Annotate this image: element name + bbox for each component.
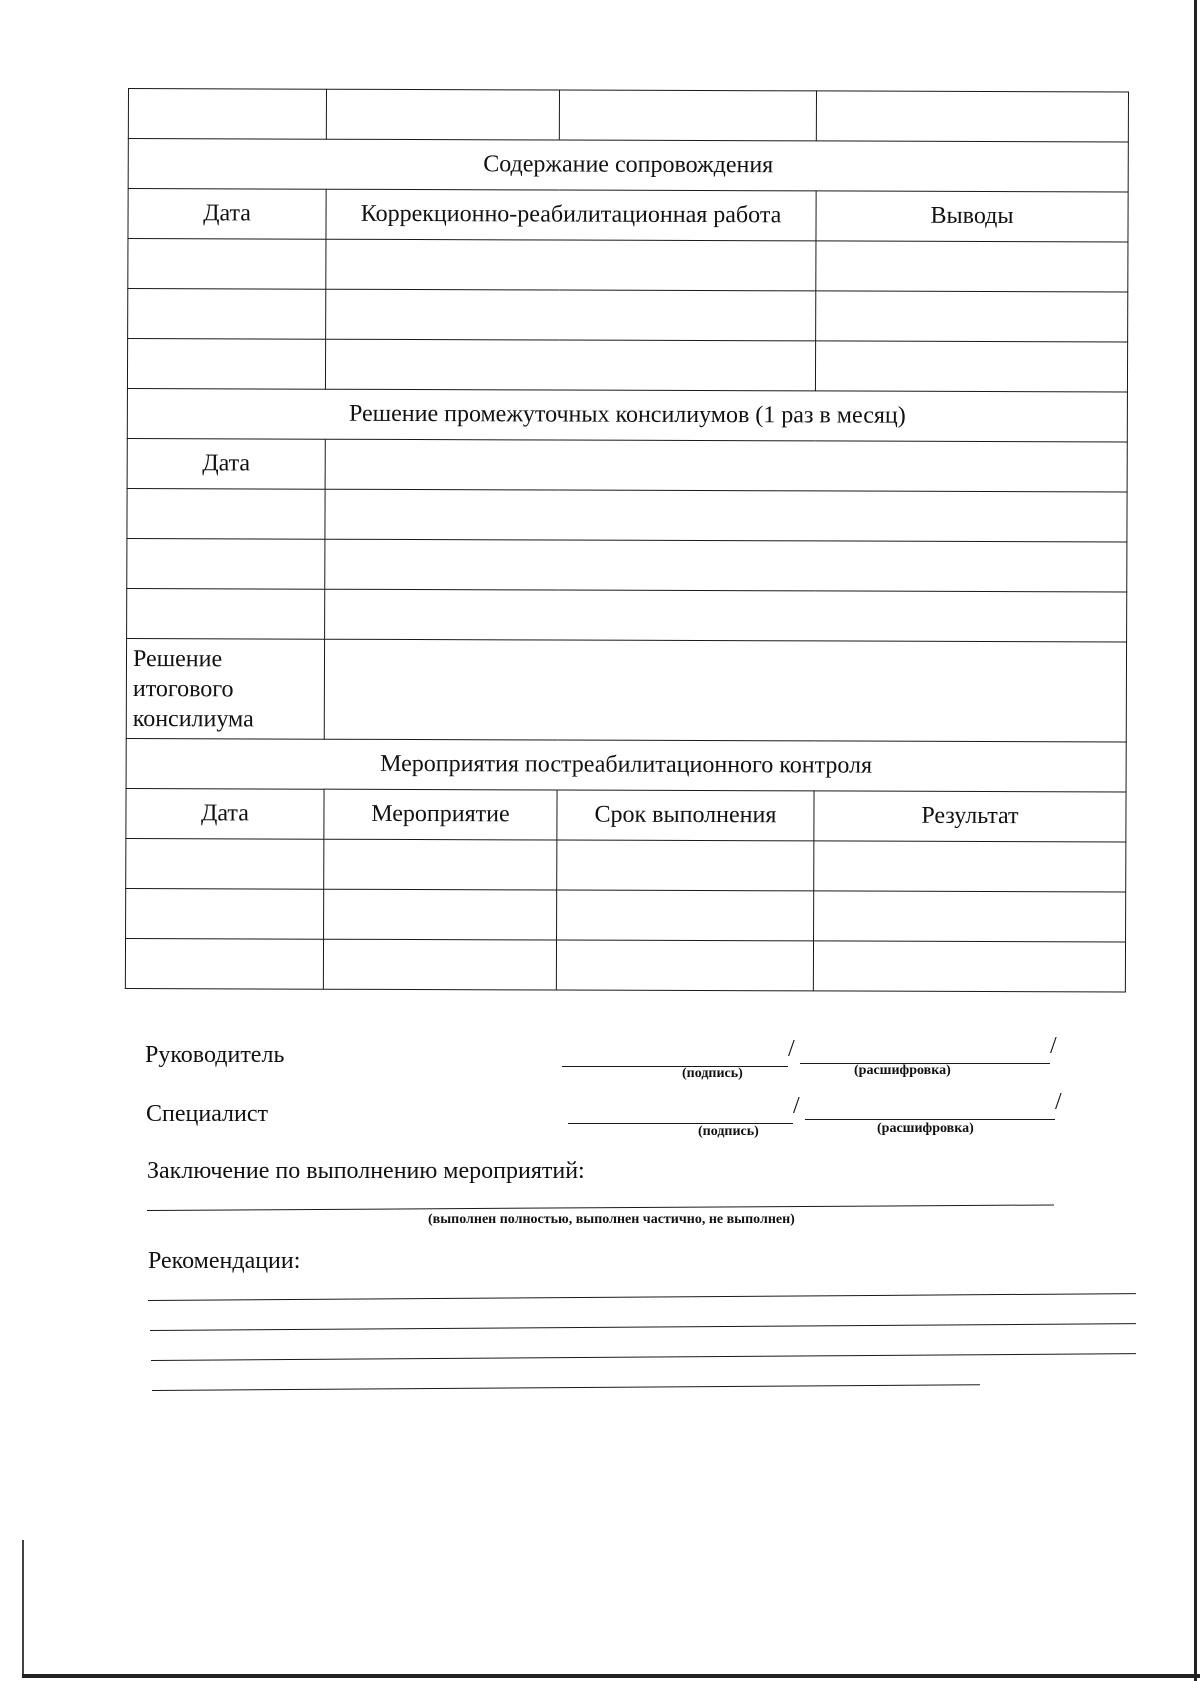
interim-section-title: Решение промежуточных консилиумов (1 раз в месяц) <box>127 388 1127 441</box>
support-date-cell[interactable] <box>128 239 326 290</box>
support-conclusions-cell[interactable] <box>816 291 1128 342</box>
post-header-row <box>126 788 1126 841</box>
post-event-cell[interactable] <box>324 839 557 890</box>
post-date-cell[interactable] <box>125 938 323 989</box>
post-deadline-cell[interactable] <box>557 890 814 941</box>
support-section-title: Содержание сопровождения <box>128 139 1128 192</box>
recommendations-line[interactable] <box>152 1384 980 1391</box>
specialist-signature-caption: (подпись) <box>698 1124 759 1139</box>
head-slash: / <box>788 1036 795 1062</box>
support-section-row <box>128 139 1128 192</box>
support-work-cell[interactable] <box>326 239 816 291</box>
blank-top-row <box>128 89 1128 142</box>
post-result-cell[interactable] <box>814 891 1126 942</box>
specialist-signature-line[interactable] <box>568 1123 793 1124</box>
specialist-label: Специалист <box>146 1101 269 1127</box>
post-event-cell[interactable] <box>323 939 556 990</box>
support-work-cell[interactable] <box>325 339 815 391</box>
specialist-decode-line[interactable] <box>805 1119 1055 1120</box>
blank-cell[interactable] <box>816 91 1128 142</box>
interim-decision-cell[interactable] <box>325 439 1127 492</box>
head-signature-caption: (подпись) <box>682 1066 743 1081</box>
blank-cell[interactable] <box>559 90 816 141</box>
support-conclusions-cell[interactable] <box>816 241 1128 292</box>
interim-row <box>127 538 1127 591</box>
final-council-label: Решение итогового консилиума <box>126 638 324 739</box>
post-row <box>126 838 1126 891</box>
interim-decision-cell[interactable] <box>325 489 1127 542</box>
head-slash-end: / <box>1050 1033 1057 1059</box>
conclusion-caption: (выполнен полностью, выполнен частично, не выполнен) <box>428 1212 795 1227</box>
support-row <box>127 339 1127 392</box>
recommendations-line[interactable] <box>150 1323 1136 1331</box>
page-edge-left <box>22 1540 24 1678</box>
support-conclusions-header: Выводы <box>816 191 1128 242</box>
specialist-slash-end: / <box>1055 1089 1062 1115</box>
support-row <box>128 289 1128 342</box>
recommendations-line[interactable] <box>151 1353 1136 1361</box>
support-conclusions-cell[interactable] <box>815 341 1127 392</box>
head-signature-line[interactable] <box>562 1066 788 1067</box>
post-date-header: Дата <box>126 788 324 839</box>
post-section-row <box>126 738 1126 791</box>
interim-row <box>127 488 1127 541</box>
page-edge-bottom <box>22 1674 1200 1678</box>
page-edge-right <box>1194 0 1197 1681</box>
interim-header-row <box>127 438 1127 491</box>
interim-decision-cell[interactable] <box>325 589 1127 642</box>
specialist-slash: / <box>793 1093 800 1119</box>
support-date-header: Дата <box>128 189 326 240</box>
support-date-cell[interactable] <box>127 339 325 390</box>
post-result-cell[interactable] <box>814 841 1126 892</box>
post-event-header: Мероприятие <box>324 789 557 840</box>
blank-cell[interactable] <box>128 89 326 140</box>
interim-date-cell[interactable] <box>127 538 325 589</box>
interim-decision-cell[interactable] <box>325 539 1127 592</box>
post-deadline-header: Срок выполнения <box>557 790 814 841</box>
final-council-row <box>126 638 1126 741</box>
recommendations-label: Рекомендации: <box>148 1248 301 1274</box>
support-work-header: Коррекционно-реабилитационная работа <box>326 189 816 241</box>
post-row <box>126 888 1126 941</box>
support-date-cell[interactable] <box>128 289 326 340</box>
support-work-cell[interactable] <box>326 289 816 341</box>
support-header-row <box>128 189 1128 242</box>
post-section-title: Мероприятия постреабилитационного контроля <box>126 738 1126 791</box>
interim-date-cell[interactable] <box>127 588 325 639</box>
head-decode-caption: (расшифровка) <box>854 1063 951 1078</box>
post-result-cell[interactable] <box>813 941 1125 992</box>
interim-date-cell[interactable] <box>127 488 325 539</box>
post-deadline-cell[interactable] <box>557 840 814 891</box>
post-deadline-cell[interactable] <box>556 940 813 991</box>
post-date-cell[interactable] <box>126 838 324 889</box>
final-council-cell[interactable] <box>324 639 1126 742</box>
interim-date-header: Дата <box>127 438 325 489</box>
post-row <box>125 938 1125 991</box>
blank-cell[interactable] <box>326 89 559 140</box>
post-date-cell[interactable] <box>126 888 324 939</box>
specialist-decode-caption: (расшифровка) <box>877 1121 974 1136</box>
support-form-table <box>125 88 1129 992</box>
interim-row <box>127 588 1127 641</box>
conclusion-line[interactable] <box>147 1204 1054 1211</box>
head-label: Руководитель <box>145 1042 285 1068</box>
conclusion-label: Заключение по выполнению мероприятий: <box>147 1158 585 1184</box>
interim-section-row <box>127 388 1127 441</box>
post-result-header: Результат <box>814 791 1126 842</box>
post-event-cell[interactable] <box>324 889 557 940</box>
recommendations-line[interactable] <box>148 1293 1136 1301</box>
support-row <box>128 239 1128 292</box>
